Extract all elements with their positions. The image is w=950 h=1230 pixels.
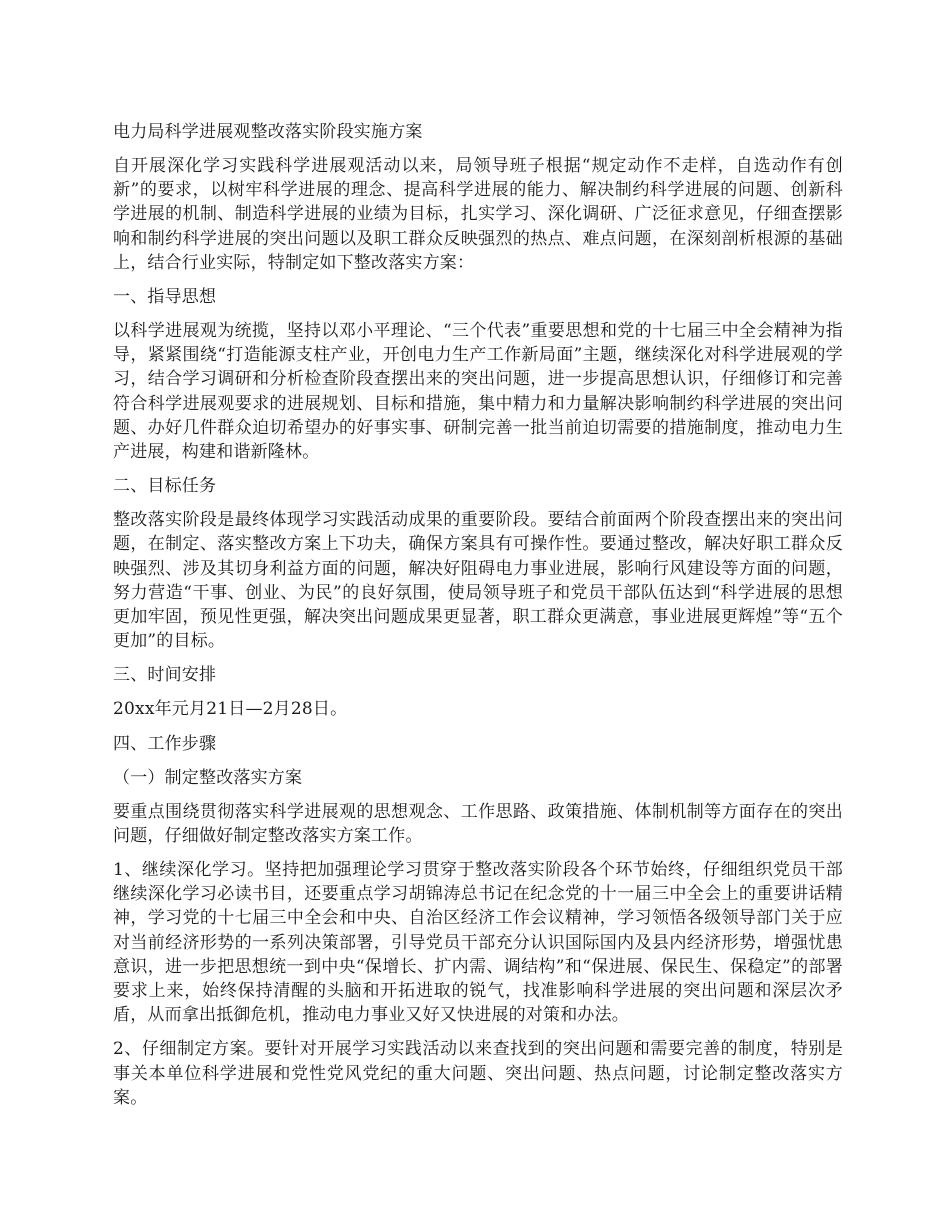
subsection-heading-plan: （一）制定整改落实方案 xyxy=(113,767,303,788)
subsection-body-plan: 要重点围绕贯彻落实科学进展观的思想观念、工作思路、政策措施、体制机制等方面存在的突出问题，仔细做好制定整改落实方案工作。 xyxy=(113,801,843,846)
list-item-make-plan: 2、仔细制定方案。要针对开展学习实践活动以来查找到的突出问题和需要完善的制度，特别是事关本单位科学进展和党性党风党纪的重大问题、突出问题、热点问题，讨论制定整改落实方案。 xyxy=(113,1039,843,1108)
section-body-goals: 整改落实阶段是最终体现学习实践活动成果的重要阶段。要结合前面两个阶段查摆出来的突出问题，在制定、落实整改方案上下功夫，确保方案具有可操作性。要通过整改，解决好职工群众反映强烈、涉及其切身利益方面的问题，解决好阻碍电力事业进展，影响行风建设等方面的问题，努力营造“干事、创业、为民”的良好氛围，使局领导班子和党员干部队伍达到“科学进展的思想更加牢固，预见性更强，解决突出问题成果更显著，职工群众更满意，事业进展更辉煌”等“五个更加”的目标。 xyxy=(113,510,843,652)
section-heading-schedule: 三、时间安排 xyxy=(113,665,217,686)
list-item-continue-study: 1、继续深化学习。坚持把加强理论学习贯穿于整改落实阶段各个环节始终，仔细组织党员干部继续深化学习必读书目，还要重点学习胡锦涛总书记在纪念党的十一届三中全会上的重要讲话精神，学习党的十七届三中全会和中央、自治区经济工作会议精神，学习领悟各级领导部门关于应对当前经济形势的一系列决策部署，引导党员干部充分认识国际国内及县内经济形势，增强忧患意识，进一步把思想统一到中央“保增长、扩内需、调结构”和“保进展、保民生、保稳定”的部署要求上来，始终保持清醒的头脑和开拓进取的锐气，找准影响科学进展的突出问题和深层次矛盾，从而拿出抵御危机，推动电力事业又好又快进展的对策和办法。 xyxy=(113,860,843,1026)
section-heading-goals: 二、目标任务 xyxy=(113,476,217,497)
section-heading-guiding-ideology: 一、指导思想 xyxy=(113,287,217,308)
section-heading-work-steps: 四、工作步骤 xyxy=(113,733,217,754)
section-body-guiding-ideology: 以科学进展观为统揽，坚持以邓小平理论、“三个代表”重要思想和党的十七届三中全会精神为指导，紧紧围绕“打造能源支柱产业，开创电力生产工作新局面”主题，继续深化对科学进展观的学习，结合学习调研和分析检查阶段查摆出来的突出问题，进一步提高思想认识，仔细修订和完善符合科学进展观要求的进展规划、目标和措施，集中精力和力量解决影响制约科学进展的突出问题、办好几件群众迫切希望办的好事实事、研制完善一批当前迫切需要的措施制度，推动电力生产进展，构建和谐新隆林。 xyxy=(113,321,843,463)
document-title: 电力局科学进展观整改落实阶段实施方案 xyxy=(113,122,423,142)
intro-paragraph: 自开展深化学习实践科学进展观活动以来，局领导班子根据“规定动作不走样，自选动作有创新”的要求，以树牢科学进展的理念、提高科学进展的能力、解决制约科学进展的问题、创新科学进展的机制、制造科学进展的业绩为目标，扎实学习、深化调研、广泛征求意见，仔细查摆影响和制约科学进展的突出问题以及职工群众反映强烈的热点、难点问题，在深刻剖析根源的基础上，结合行业实际，特制定如下整改落实方案： xyxy=(113,156,843,273)
document-page xyxy=(113,120,843,1120)
section-body-schedule: 20xx年元月21日—2月28日。 xyxy=(113,699,348,720)
